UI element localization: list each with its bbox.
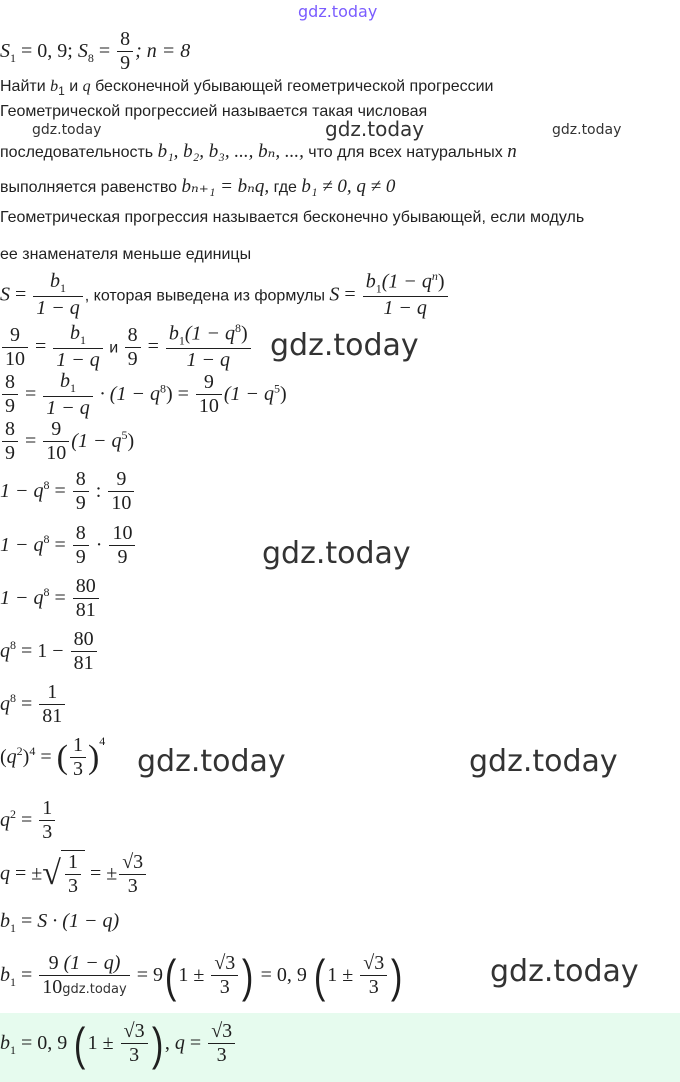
definition-line-4: Геометрическая прогрессия называется бесконечно убывающей, если модуль	[0, 209, 585, 226]
system-line: $\frac{9}{10}$ = $\frac{b_1}{1 - q}$ и $\frac{8}{9}$ = $\frac{b_1(1 - q^8)}{1 - q}$	[0, 322, 253, 372]
definition-line-2: последовательность b₁, b₂, b₃, ..., bₙ, ..., что для всех натуральных n	[0, 141, 517, 162]
watermark: gdz.today	[62, 982, 127, 997]
watermark: gdz.today	[552, 122, 622, 138]
step-9: $q^2$ = $\frac{1}{3}$	[0, 797, 57, 844]
answer-line: $b_1 = 0$, 9 (1 ± $\frac{√3}{3}$ ), q = $\frac{√3}{3}$	[0, 1020, 237, 1067]
watermark: gdz.today	[490, 954, 639, 989]
step-8: $(q^2)^4$ = ( $\frac{1}{3}$ )$^4$	[0, 733, 106, 780]
sum-formula: S = $\frac{b_1}{1 - q}$ , которая выведена из формулы S = $\frac{b_1(1 - q^n)}{1 - q}$	[0, 270, 450, 320]
watermark: gdz.today	[469, 744, 618, 779]
watermark: gdz.today	[32, 122, 102, 138]
step-6: $q^8 = 1$ − $\frac{80}{81}$	[0, 628, 99, 675]
watermark: gdz.today	[325, 117, 425, 141]
watermark: gdz.today	[270, 328, 419, 363]
step-7: $q^8$ = $\frac{1}{81}$	[0, 681, 67, 728]
step-2: $\frac{8}{9}$ = $\frac{9}{10}$ $(1 - q^5)$	[0, 418, 134, 465]
given-line: $S_1 = 0$, 9; $S_8$ = $\frac{8}{9}$ ; n = 8	[0, 28, 191, 74]
step-12: $b_1$ = $\frac{9 (1 - q)}{\text{10gdz.today}}$ = 9(1 ± $\frac{√3}{3}$ ) = 0, 9 (1 ± $\frac{√3}{3}$ )	[0, 949, 403, 1002]
watermark-top: gdz.today	[298, 2, 378, 21]
step-5: $1 - q^8$ = $\frac{80}{81}$	[0, 575, 101, 622]
step-11: $b_1 = S \cdot (1 - q)$	[0, 910, 120, 935]
definition-line-3: выполняется равенство bₙ₊₁ = bₙq, где b₁ ≠ 0, q ≠ 0	[0, 176, 396, 197]
watermark: gdz.today	[137, 744, 286, 779]
task-line: Найти $b_1$ и q бесконечной убывающей геометрической прогрессии	[0, 78, 494, 99]
definition-line-1: Геометрической прогрессией называется такая числовая	[0, 103, 428, 120]
watermark: gdz.today	[262, 536, 411, 571]
definition-line-5: ее знаменателя меньше единицы	[0, 246, 252, 263]
step-3: $1 - q^8$ = $\frac{8}{9}$ : $\frac{9}{10}$	[0, 468, 136, 515]
step-4: $1 - q^8$ = $\frac{8}{9}$ · $\frac{10}{9}$	[0, 522, 137, 569]
step-1: $\frac{8}{9}$ = $\frac{b_1}{1 - q}$ · $(1 - q^8)$ = $\frac{9}{10}$ $(1 - q^5)$	[0, 370, 287, 420]
step-10: q = ±√ $\frac{1}{3}$ = ± $\frac{√3}{3}$	[0, 850, 148, 898]
